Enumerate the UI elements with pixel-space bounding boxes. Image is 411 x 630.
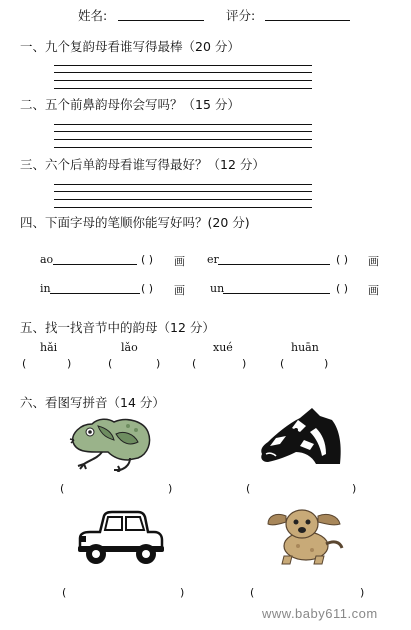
stroke-letter-in: in [40,282,51,295]
section-2-writing-lines[interactable] [54,124,312,148]
syllable-xue: xué [213,341,233,354]
section-2-title: 二、五个前鼻韵母你会写吗？（15 分） [20,97,240,112]
syllable-answer-close-1[interactable]: ) [67,357,72,370]
stroke-blank-er[interactable] [218,264,330,265]
frog-answer-close[interactable]: ) [168,482,173,495]
syllable-answer-close-3[interactable]: ) [242,357,247,370]
watermark: www.baby611.com [262,606,378,621]
frog-answer-open[interactable]: ( [60,482,65,495]
car-answer-close[interactable]: ) [180,586,185,599]
section-3-writing-lines[interactable] [54,184,312,208]
stroke-count-ao[interactable]: ( ) [141,253,154,266]
car-answer-open[interactable]: ( [62,586,67,599]
dog-answer-open[interactable]: ( [250,586,255,599]
stroke-suffix-in: 画 [174,284,185,297]
syllable-answer-close-2[interactable]: ) [156,357,161,370]
stroke-suffix-un: 画 [368,284,379,297]
section-6-title: 六、看图写拼音（14 分） [20,395,165,410]
stroke-letter-er: er [207,253,219,266]
stroke-suffix-ao: 画 [174,255,185,268]
syllable-answer-open-4[interactable]: ( [280,357,285,370]
stroke-blank-ao[interactable] [53,264,137,265]
name-field[interactable] [118,20,204,21]
stroke-count-er[interactable]: ( ) [336,253,349,266]
stroke-letter-ao: ao [40,253,54,266]
frog-image [68,412,154,472]
dog-answer-close[interactable]: ) [360,586,365,599]
syllable-answer-close-4[interactable]: ) [324,357,329,370]
horse-answer-close[interactable]: ) [352,482,357,495]
section-1-writing-lines[interactable] [54,65,312,89]
syllable-answer-open-3[interactable]: ( [192,357,197,370]
score-label: 评分: [226,8,256,23]
syllable-huan: huān [291,341,319,354]
syllable-answer-open-1[interactable]: ( [22,357,27,370]
section-1-title: 一、九个复韵母看谁写得最棒（20 分） [20,39,240,54]
section-4-title: 四、下面字母的笔顺你能写好吗？(20 分) [20,215,250,230]
dog-image [262,502,346,566]
name-label: 姓名: [78,8,108,23]
horse-answer-open[interactable]: ( [246,482,251,495]
syllable-hai: hǎi [40,341,58,354]
syllable-lao: lǎo [121,341,138,354]
section-3-title: 三、六个后单韵母看谁写得最好？（12 分） [20,157,265,172]
stroke-count-in[interactable]: ( ) [141,282,154,295]
stroke-suffix-er: 画 [368,255,379,268]
horse-image [256,406,344,468]
stroke-count-un[interactable]: ( ) [336,282,349,295]
syllable-answer-open-2[interactable]: ( [108,357,113,370]
section-5-title: 五、找一找音节中的韵母（12 分） [20,320,215,335]
stroke-blank-in[interactable] [50,293,140,294]
stroke-blank-un[interactable] [223,293,330,294]
score-field[interactable] [265,20,350,21]
car-image [74,508,166,566]
stroke-letter-un: un [210,282,225,295]
